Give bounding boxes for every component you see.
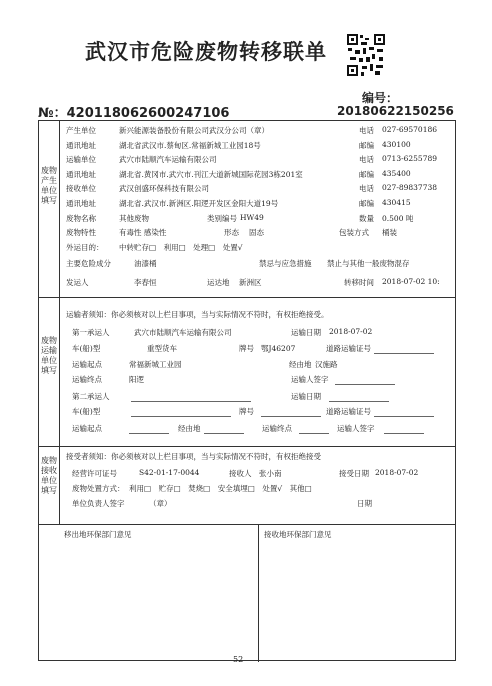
package-label: 包装方式 [339,228,369,237]
category: HW49 [240,213,264,222]
receive-date-label: 接受日期 [339,469,369,478]
transport-notice: 运输者须知：你必须核对以上栏目事项，当与实际情况不符时，有权拒绝接受。 [66,310,329,319]
receive-date: 2018-07-02 [375,468,419,477]
via2-label: 经由地 [178,424,201,433]
permit: S42-01-17-0044 [139,468,200,477]
receiver-postcode-label: 邮编 [359,199,374,208]
property: 有毒性 感染性 [119,228,167,237]
disposal-options[interactable]: 利用□ 贮存□ 焚烧□ 安全填埋□ 处置√ 其他□ [129,484,312,493]
end1-label: 运输终点 [72,375,102,384]
head-sign: （章） [149,499,172,508]
transport-postcode: 435400 [382,169,411,178]
receiver-section-label: 废物接收单位填写 [41,456,57,495]
start1: 常福新城工业园 [129,360,182,369]
form-label: 形态 [224,228,239,237]
carrier1-date: 2018-07-02 [329,327,373,336]
head-sign-label: 单位负责人签字 [72,499,125,508]
vehicle2-label: 车(船)型 [72,407,101,416]
form: 固态 [249,228,264,237]
transport-address-label: 通讯地址 [66,170,96,179]
receiver-notice: 接受者须知：你必须核对以上栏目事项，当与实际情况不符时，有权拒绝接受 [66,452,321,461]
plate2-label: 牌号 [239,407,254,416]
receiver-unit: 武汉创盛环保科技有限公司 [119,184,209,193]
carrier2-label: 第二承运人 [72,392,110,401]
purpose-options[interactable]: 中转贮存□ 利用□ 处理□ 处置√ [119,243,243,252]
quantity: 0.500 吨 [382,214,414,223]
receiver-address: 湖北省.武汉市.新洲区.阳逻开发区金阳大道19号 [119,199,279,208]
transport-unit: 武穴市陆顺汽车运输有限公司 [119,155,217,164]
end2-label: 运输终点 [262,424,292,433]
receiver-person: 张小南 [259,469,282,478]
receiver-unit-label: 接收单位 [66,184,96,193]
bianhao-number: 20180622150256 [337,104,454,118]
transport-unit-label: 运输单位 [66,155,96,164]
page-number: 52 [233,655,244,664]
license2-label: 道路运输证号 [326,407,371,416]
producer-address-label: 通讯地址 [66,141,96,150]
property-label: 废物特性 [66,228,96,237]
out-env-dept-label: 移出地环保部门意见 [64,530,132,539]
carrier2-date-label: 运输日期 [291,392,321,401]
receiver-postcode: 430415 [382,198,411,207]
carrier1: 武穴市陆顺汽车运输有限公司 [134,328,232,337]
vehicle1: 重型货车 [147,344,177,353]
producer-postcode-label: 邮编 [359,141,374,150]
transfer-time-label: 转移时间 [344,278,374,287]
plate1-label: 牌号 [239,344,254,353]
serial-number: №：420118062600247106 [38,106,230,121]
taboo: 禁止与其他一般废物混存 [327,259,410,268]
bianhao-label: 编号： [362,91,399,105]
transport-postcode-label: 邮编 [359,170,374,179]
carrier1-date-label: 运输日期 [291,328,321,337]
taboo-label: 禁忌与应急措施 [259,259,312,268]
producer-unit-label: 产生单位 [66,126,96,135]
transport-phone: 0713-6255789 [382,154,438,163]
producer-phone: 027-69570186 [382,125,438,134]
sign-date-label: 日期 [357,499,372,508]
receiver-phone-label: 电话 [359,184,374,193]
form-frame [38,120,456,661]
transport-phone-label: 电话 [359,155,374,164]
quantity-label: 数量 [359,214,374,223]
receiver-person-label: 接收人 [229,469,252,478]
transport-address: 湖北省.黄冈市.武穴市.刊江大道新城国际花园3栋201室 [119,170,303,179]
qr-code-icon [346,33,386,77]
transport-section-label: 废物运输单位填写 [41,336,57,375]
producer-unit: 新兴能源装备股份有限公司武汉分公司（章） [119,126,269,135]
plate1: 鄂J46207 [261,344,296,353]
shipper-label: 发运人 [66,278,89,287]
producer-section-label: 废物产生单位填写 [41,166,57,205]
producer-postcode: 430100 [382,140,411,149]
carrier1-label: 第一承运人 [72,328,110,337]
transfer-time: 2018-07-02 10: [382,277,440,286]
package: 桶装 [382,228,397,237]
permit-label: 经营许可证号 [72,469,117,478]
purpose-label: 外运目的： [66,243,104,252]
producer-address: 湖北省武汉市.蔡甸区.常福新城工业园18号 [119,141,261,150]
destination: 新洲区 [239,278,262,287]
receiver-address-label: 通讯地址 [66,199,96,208]
receiver-phone: 027-89837738 [382,183,438,192]
in-env-dept-label: 接收地环保部门意见 [264,530,332,539]
main-hazard-label: 主要危险成分 [66,259,111,268]
end1: 阳逻 [129,375,144,384]
signer2-label: 运输人签字 [337,424,375,433]
shipper: 李春恒 [134,278,157,287]
via1-label: 经由地 [289,360,312,369]
destination-label: 运达地 [207,278,230,287]
license1-label: 道路运输证号 [326,344,371,353]
start1-label: 运输起点 [72,360,102,369]
waste-name-label: 废物名称 [66,214,96,223]
disposal-label: 废物处置方式： [72,484,125,493]
producer-phone-label: 电话 [359,126,374,135]
main-hazard: 油漆桶 [134,259,157,268]
form-title: 武汉市危险废物转移联单 [85,39,327,64]
start2-label: 运输起点 [72,424,102,433]
vehicle1-label: 车(船)型 [72,344,101,353]
via1: 汉施路 [315,360,338,369]
waste-name: 其他废物 [119,214,149,223]
signer1-label: 运输人签字 [291,375,329,384]
category-label: 类别编号 [207,214,237,223]
